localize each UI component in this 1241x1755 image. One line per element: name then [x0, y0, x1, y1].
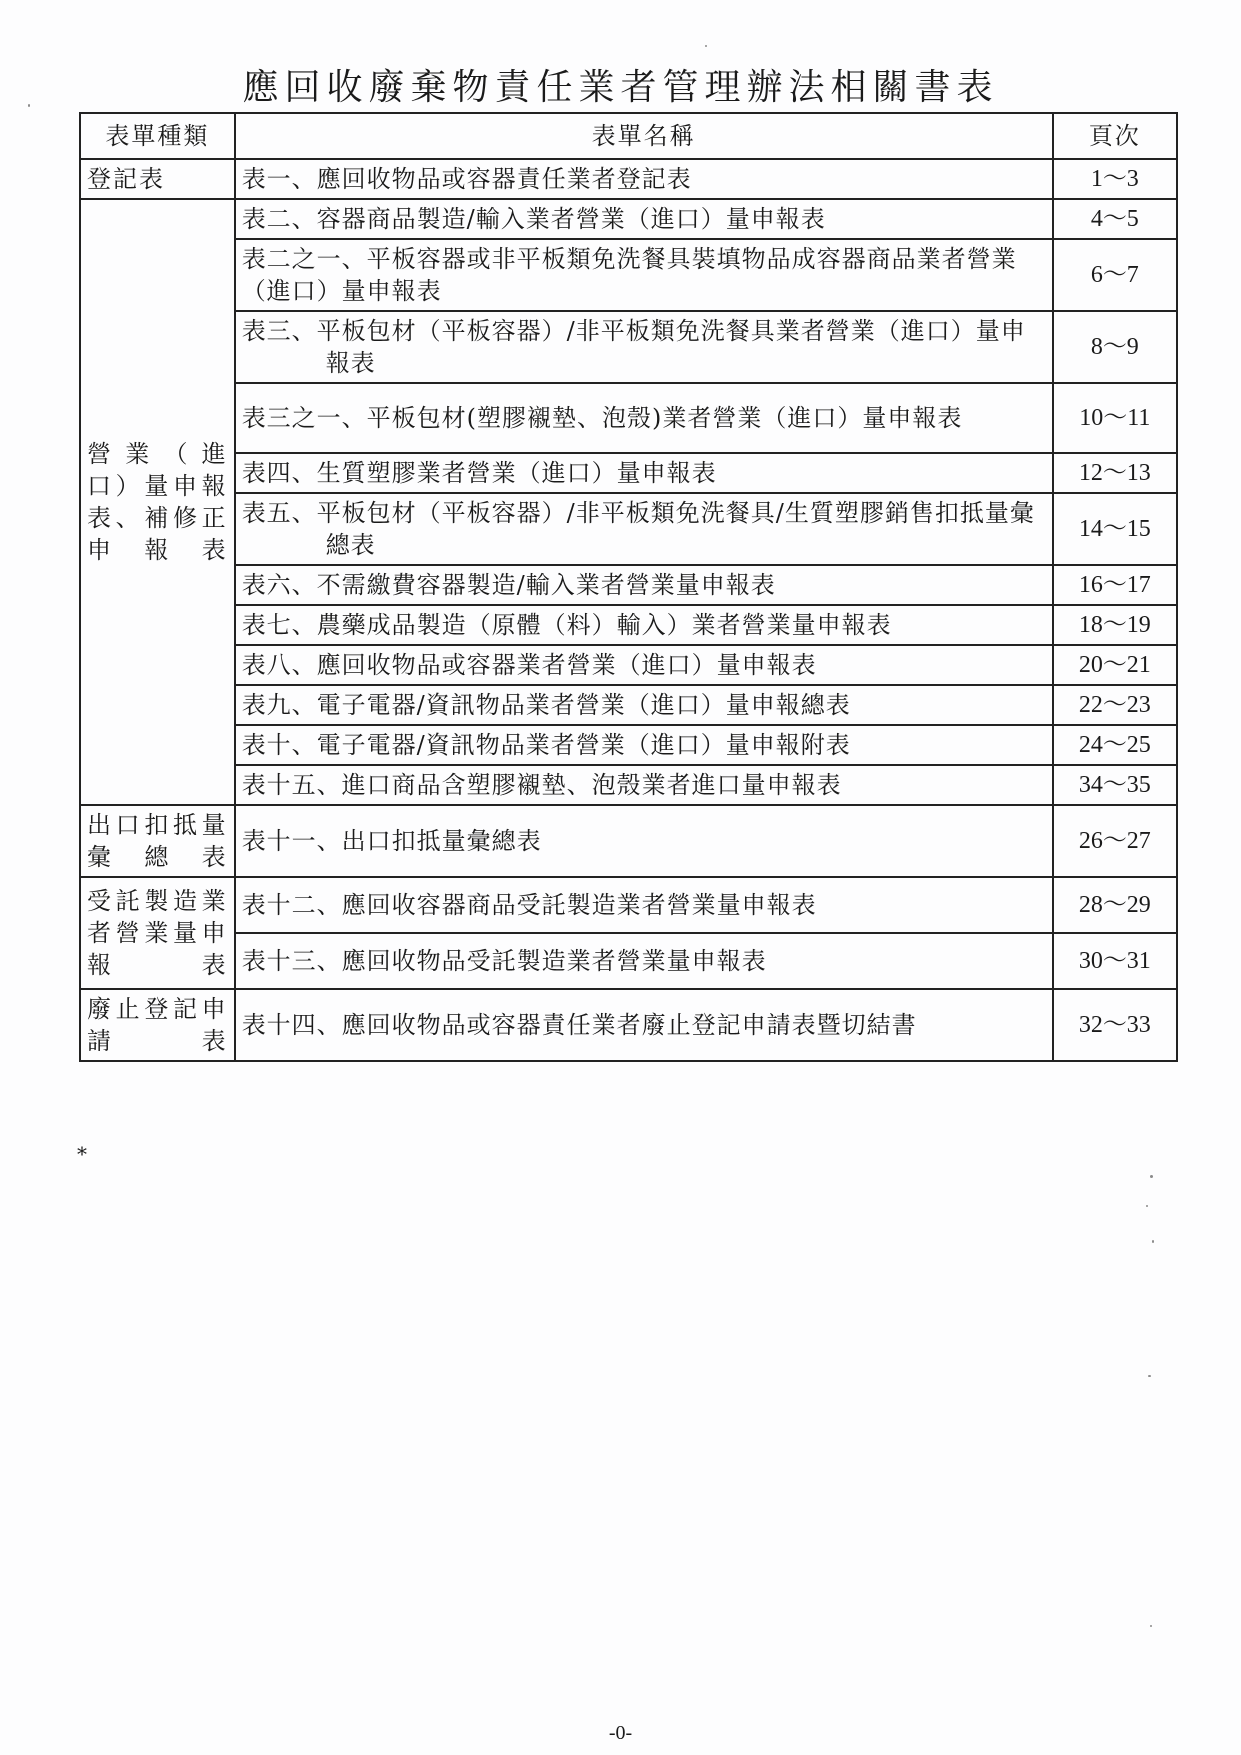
form-name-cell: 表二之一、平板容器或非平板類免洗餐具裝填物品成容器商品業者營業（進口）量申報表 — [235, 239, 1053, 311]
form-name-cell: 表十、電子電器/資訊物品業者營業（進口）量申報附表 — [235, 725, 1053, 765]
header-form-type: 表單種類 — [80, 113, 235, 159]
page-range-cell: 6～7 — [1053, 239, 1177, 311]
form-type-cell: 登記表 — [80, 159, 235, 199]
form-type-cell: 營業（進口）量申報表、補修正申報表 — [80, 199, 235, 805]
page-range-cell: 24～25 — [1053, 725, 1177, 765]
page-range-cell: 4～5 — [1053, 199, 1177, 239]
form-name-cell: 表十一、出口扣抵量彙總表 — [235, 805, 1053, 877]
form-name-cell: 表二、容器商品製造/輸入業者營業（進口）量申報表 — [235, 199, 1053, 239]
form-name-cell: 表十三、應回收物品受託製造業者營業量申報表 — [235, 933, 1053, 989]
form-name-cell: 表三、平板包材（平板容器）/非平板類免洗餐具業者營業（進口）量申報表 — [235, 311, 1053, 383]
table-row — [80, 239, 1177, 311]
form-name-cell: 表十四、應回收物品或容器責任業者廢止登記申請表暨切結書 — [235, 989, 1053, 1061]
footnote-mark: * — [77, 1142, 87, 1166]
table-row — [80, 989, 1177, 1061]
table-row — [80, 685, 1177, 725]
table-row — [80, 605, 1177, 645]
form-name-cell: 表六、不需繳費容器製造/輸入業者營業量申報表 — [235, 565, 1053, 605]
table-row — [80, 311, 1177, 383]
header-form-name: 表單名稱 — [235, 113, 1053, 159]
page-range-cell: 12～13 — [1053, 453, 1177, 493]
page-range-cell: 8～9 — [1053, 311, 1177, 383]
table-row — [80, 383, 1177, 453]
table-row — [80, 199, 1177, 239]
scan-speck — [1148, 1375, 1151, 1377]
scan-speck — [705, 45, 707, 47]
form-type-cell: 受託製造業者營業量申報表 — [80, 877, 235, 989]
table-row — [80, 159, 1177, 199]
table-row — [80, 725, 1177, 765]
page-range-cell: 34～35 — [1053, 765, 1177, 805]
scan-speck — [1150, 1625, 1152, 1627]
form-name-cell: 表五、平板包材（平板容器）/非平板類免洗餐具/生質塑膠銷售扣抵量彙總表 — [235, 493, 1053, 565]
page-range-cell: 32～33 — [1053, 989, 1177, 1061]
table-row — [80, 493, 1177, 565]
header-pages: 頁次 — [1053, 113, 1177, 159]
scan-speck — [1150, 1175, 1153, 1178]
page-range-cell: 30～31 — [1053, 933, 1177, 989]
form-name-cell: 表七、農藥成品製造（原體（料）輸入）業者營業量申報表 — [235, 605, 1053, 645]
table-row — [80, 805, 1177, 877]
table-row — [80, 877, 1177, 933]
table-row — [80, 453, 1177, 493]
form-name-cell: 表十五、進口商品含塑膠襯墊、泡殼業者進口量申報表 — [235, 765, 1053, 805]
table-row — [80, 565, 1177, 605]
page-range-cell: 26～27 — [1053, 805, 1177, 877]
page-range-cell: 20～21 — [1053, 645, 1177, 685]
form-type-cell: 廢止登記申請表 — [80, 989, 235, 1061]
scan-speck — [1146, 1205, 1148, 1207]
page-number: -0- — [608, 1722, 633, 1744]
forms-table — [79, 112, 1178, 1062]
form-name-cell: 表八、應回收物品或容器業者營業（進口）量申報表 — [235, 645, 1053, 685]
scan-speck — [1152, 1240, 1154, 1243]
form-name-cell: 表九、電子電器/資訊物品業者營業（進口）量申報總表 — [235, 685, 1053, 725]
form-name-cell: 表三之一、平板包材(塑膠襯墊、泡殼)業者營業（進口）量申報表 — [235, 383, 1053, 453]
form-name-cell: 表四、生質塑膠業者營業（進口）量申報表 — [235, 453, 1053, 493]
page-title: 應回收廢棄物責任業者管理辦法相關書表 — [242, 67, 999, 108]
form-name-cell: 表一、應回收物品或容器責任業者登記表 — [235, 159, 1053, 199]
table-row — [80, 933, 1177, 989]
table-row — [80, 765, 1177, 805]
page-range-cell: 10～11 — [1053, 383, 1177, 453]
page-range-cell: 28～29 — [1053, 877, 1177, 933]
page-range-cell: 22～23 — [1053, 685, 1177, 725]
page-range-cell: 16～17 — [1053, 565, 1177, 605]
form-type-cell: 出口扣抵量彙總表 — [80, 805, 235, 877]
table-row — [80, 645, 1177, 685]
page-range-cell: 14～15 — [1053, 493, 1177, 565]
page-range-cell: 1～3 — [1053, 159, 1177, 199]
table-header-row — [80, 113, 1177, 159]
form-name-cell: 表十二、應回收容器商品受託製造業者營業量申報表 — [235, 877, 1053, 933]
page-range-cell: 18～19 — [1053, 605, 1177, 645]
scan-speck — [28, 104, 30, 107]
